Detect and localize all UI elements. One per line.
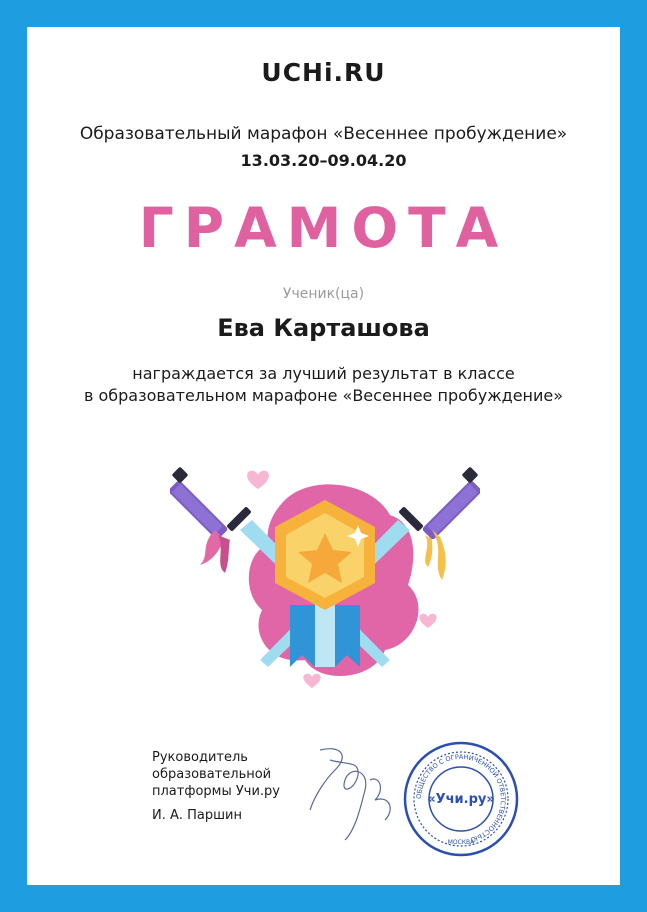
stamp-ring-text: ОБЩЕСТВО С ОГРАНИЧЕННОЙ ОТВЕТСТВЕННОСТЬЮ	[414, 752, 508, 844]
signer-title-line-1: Руководитель	[152, 750, 248, 765]
stamp-city-text: МОСКВА	[447, 839, 475, 846]
student-name: Ева Карташова	[217, 314, 430, 342]
official-stamp	[402, 740, 520, 858]
handwritten-signature	[300, 740, 410, 850]
stamp-center-text: «Учи.ру»	[427, 792, 495, 807]
marathon-dates: 13.03.20–09.04.20	[240, 151, 407, 170]
signer-title-line-3: платформы Учи.ру	[152, 784, 281, 799]
signer-title-line-2: образовательной	[152, 767, 272, 782]
signer-name: И. А. Паршин	[152, 808, 242, 823]
certificate-title: ГРАМОТА	[138, 196, 509, 260]
uchi-logo: UCHi.RU	[261, 58, 386, 87]
medal-swords-emblem	[170, 455, 480, 695]
award-text-line-2: в образовательном марафоне «Весеннее пробуждение»	[83, 386, 564, 405]
award-text-line-1: награждается за лучший результат в классе	[132, 364, 515, 383]
marathon-title: Образовательный марафон «Весеннее пробуждение»	[79, 124, 568, 144]
student-role-label: Ученик(ца)	[282, 286, 365, 302]
